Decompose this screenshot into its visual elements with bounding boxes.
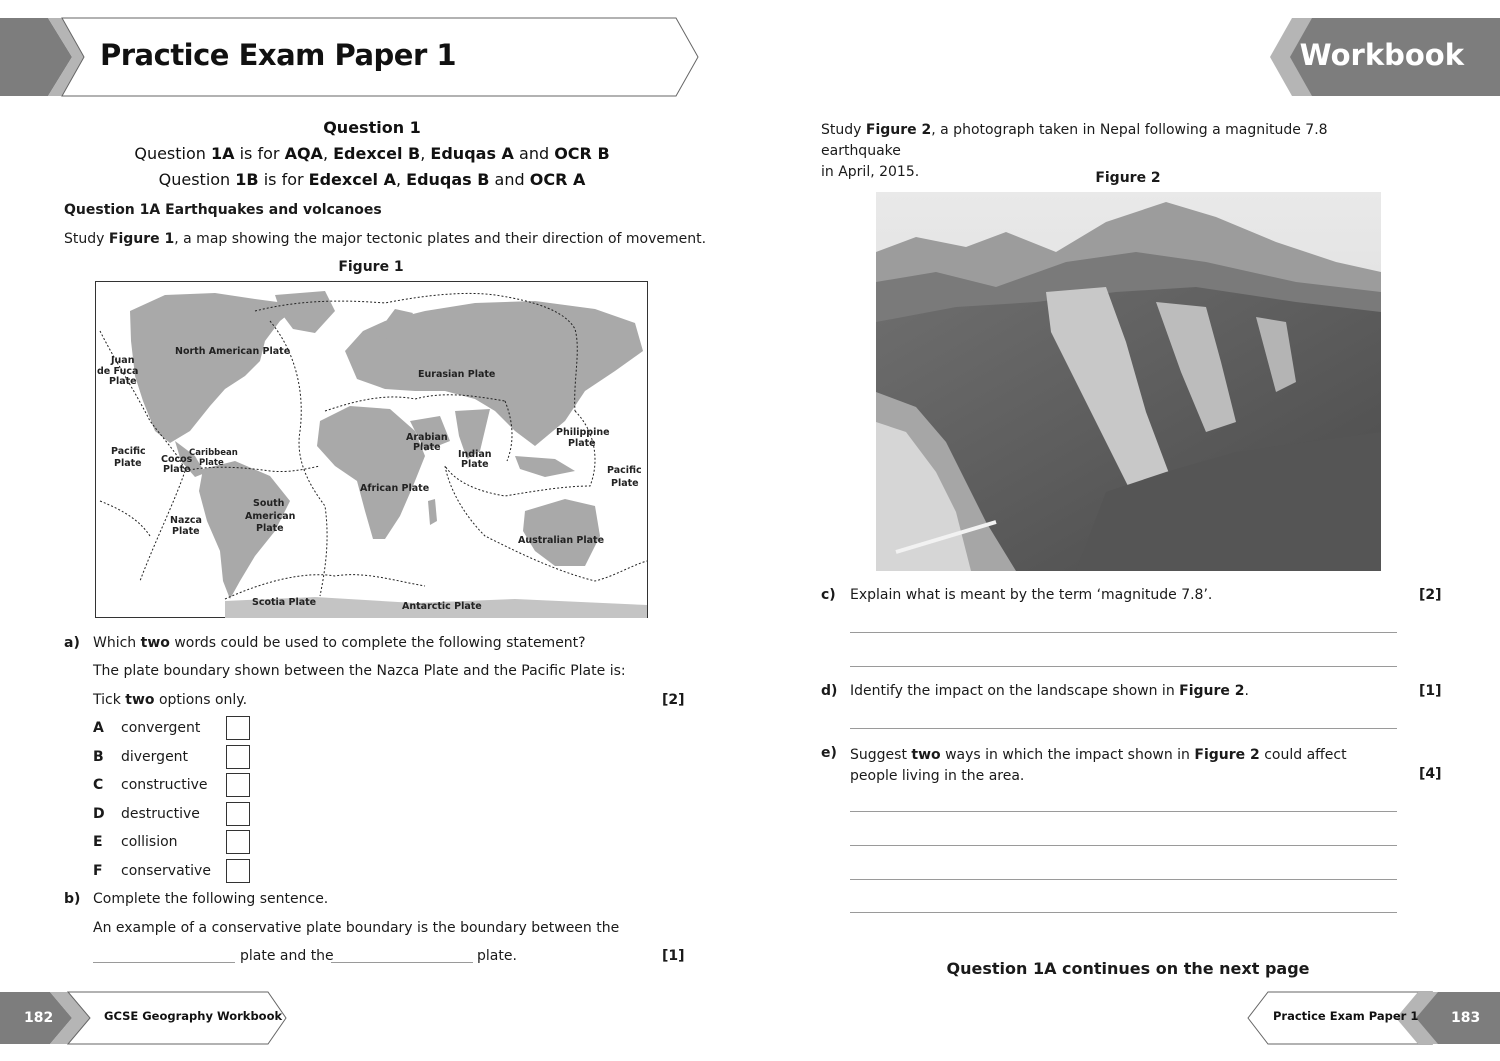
- question-b-plate-and: plate and the: [240, 948, 334, 964]
- option-e-text: collision: [121, 834, 178, 850]
- option-d-text: destructive: [121, 806, 200, 822]
- map-label-african: African Plate: [360, 483, 430, 494]
- map-label-cocos-2: Plate: [163, 464, 191, 475]
- map-label-caribbean-2: Plate: [199, 458, 224, 468]
- map-label-juan-2: de Fuca: [97, 366, 139, 377]
- question-a-statement: The plate boundary shown between the Nazca Plate and the Pacific Plate is:: [93, 663, 626, 679]
- answer-line-d1[interactable]: [850, 728, 1397, 729]
- section-title: Question 1A Earthquakes and volcanoes: [64, 202, 382, 218]
- answer-line-c2[interactable]: [850, 666, 1397, 667]
- option-c-text: constructive: [121, 777, 208, 793]
- map-label-pacific-east-1: Pacific: [607, 465, 642, 476]
- map-label-caribbean-1: Caribbean: [189, 448, 238, 458]
- page-title: Practice Exam Paper 1: [100, 38, 457, 72]
- question-c-letter: c): [821, 587, 836, 603]
- option-b-letter: B: [93, 749, 104, 765]
- map-label-indian-2: Plate: [461, 459, 489, 470]
- study-figure2-text: Study Figure 2, a photograph taken in Nepal following a magnitude 7.8 earthquake in April, 2015.: [821, 122, 1328, 180]
- footer-left-title: GCSE Geography Workbook: [104, 1009, 283, 1023]
- map-label-scotia: Scotia Plate: [252, 597, 317, 608]
- option-f-text: conservative: [121, 863, 211, 879]
- map-label-australian: Australian Plate: [518, 535, 605, 546]
- map-label-juan-1: Juan: [111, 355, 135, 366]
- question-heading: Question 1: [323, 118, 421, 137]
- workbook-tab: Workbook: [1299, 38, 1464, 72]
- answer-blank-2[interactable]: [331, 962, 473, 963]
- question-b-plate-end: plate.: [477, 948, 517, 964]
- study-figure1-text: Study Figure 1, a map showing the major tectonic plates and their direction of movement.: [64, 231, 707, 247]
- option-a-text: convergent: [121, 720, 201, 736]
- map-label-north-american: North American Plate: [175, 346, 291, 357]
- option-d-letter: D: [93, 806, 105, 822]
- question-1b-line: Question 1B is for Edexcel A, Eduqas B and OCR A: [158, 170, 586, 189]
- question-d-letter: d): [821, 683, 838, 699]
- question-e-text: Suggest two ways in which the impact shown in Figure 2 could affect people living in the area.: [850, 747, 1347, 784]
- question-a-tick-instruction: Tick two options only.: [93, 692, 248, 708]
- question-b-letter: b): [64, 891, 81, 907]
- question-b-marks: [1]: [662, 948, 685, 964]
- map-label-arabian-2: Plate: [413, 442, 441, 453]
- nepal-landslide-photo: [876, 192, 1381, 571]
- map-label-antarctic: Antarctic Plate: [402, 601, 482, 612]
- map-label-cocos-1: Cocos: [161, 454, 193, 465]
- map-label-juan-3: Plate: [109, 376, 137, 387]
- map-label-pacific-west-2: Plate: [114, 458, 142, 469]
- answer-blank-1[interactable]: [93, 962, 235, 963]
- map-label-pacific-east-2: Plate: [611, 478, 639, 489]
- question-a-marks: [2]: [662, 692, 685, 708]
- question-e-marks: [4]: [1419, 766, 1442, 782]
- question-a-text: Which two words could be used to complete the following statement?: [93, 635, 586, 651]
- answer-line-e3[interactable]: [850, 879, 1397, 880]
- map-label-philippine-1: Philippine: [556, 427, 610, 438]
- figure2-caption: Figure 2: [1095, 170, 1161, 186]
- map-label-south-american-3: Plate: [256, 523, 284, 534]
- tectonic-plates-map: [95, 281, 648, 619]
- answer-line-c1[interactable]: [850, 632, 1397, 633]
- option-c-letter: C: [93, 777, 104, 793]
- answer-line-e1[interactable]: [850, 811, 1397, 812]
- option-a-checkbox[interactable]: [226, 716, 250, 740]
- question-d-text: Identify the impact on the landscape shown in Figure 2.: [850, 683, 1249, 699]
- map-label-pacific-west-1: Pacific: [111, 446, 146, 457]
- left-page-number: 182: [24, 1010, 54, 1026]
- option-a-letter: A: [93, 720, 104, 736]
- answer-line-e4[interactable]: [850, 912, 1397, 913]
- map-label-nazca-2: Plate: [172, 526, 200, 537]
- map-label-indian-1: Indian: [458, 449, 492, 460]
- map-label-nazca-1: Nazca: [170, 515, 202, 526]
- option-f-checkbox[interactable]: [226, 859, 250, 883]
- footer-right-title: Practice Exam Paper 1: [1273, 1009, 1419, 1023]
- option-e-checkbox[interactable]: [226, 830, 250, 854]
- option-d-checkbox[interactable]: [226, 802, 250, 826]
- continues-note: Question 1A continues on the next page: [946, 959, 1310, 978]
- option-c-checkbox[interactable]: [226, 773, 250, 797]
- question-c-marks: [2]: [1419, 587, 1442, 603]
- question-1a-line: Question 1A is for AQA, Edexcel B, Eduqas A and OCR B: [134, 144, 610, 163]
- question-e-letter: e): [821, 745, 837, 761]
- map-label-philippine-2: Plate: [568, 438, 596, 449]
- question-c-text: Explain what is meant by the term ‘magnitude 7.8’.: [850, 587, 1213, 603]
- answer-line-e2[interactable]: [850, 845, 1397, 846]
- option-e-letter: E: [93, 834, 103, 850]
- question-b-text: Complete the following sentence.: [93, 891, 329, 907]
- question-d-marks: [1]: [1419, 683, 1442, 699]
- map-label-south-american-1: South: [253, 498, 285, 509]
- right-page-number: 183: [1451, 1010, 1481, 1026]
- option-b-checkbox[interactable]: [226, 745, 250, 769]
- question-a-letter: a): [64, 635, 80, 651]
- option-f-letter: F: [93, 863, 103, 879]
- map-label-arabian-1: Arabian: [406, 432, 448, 443]
- figure1-caption: Figure 1: [338, 259, 404, 275]
- map-label-eurasian: Eurasian Plate: [418, 369, 496, 380]
- question-b-sentence: An example of a conservative plate boundary is the boundary between the: [93, 920, 620, 936]
- option-b-text: divergent: [121, 749, 189, 765]
- map-label-south-american-2: American: [245, 511, 296, 522]
